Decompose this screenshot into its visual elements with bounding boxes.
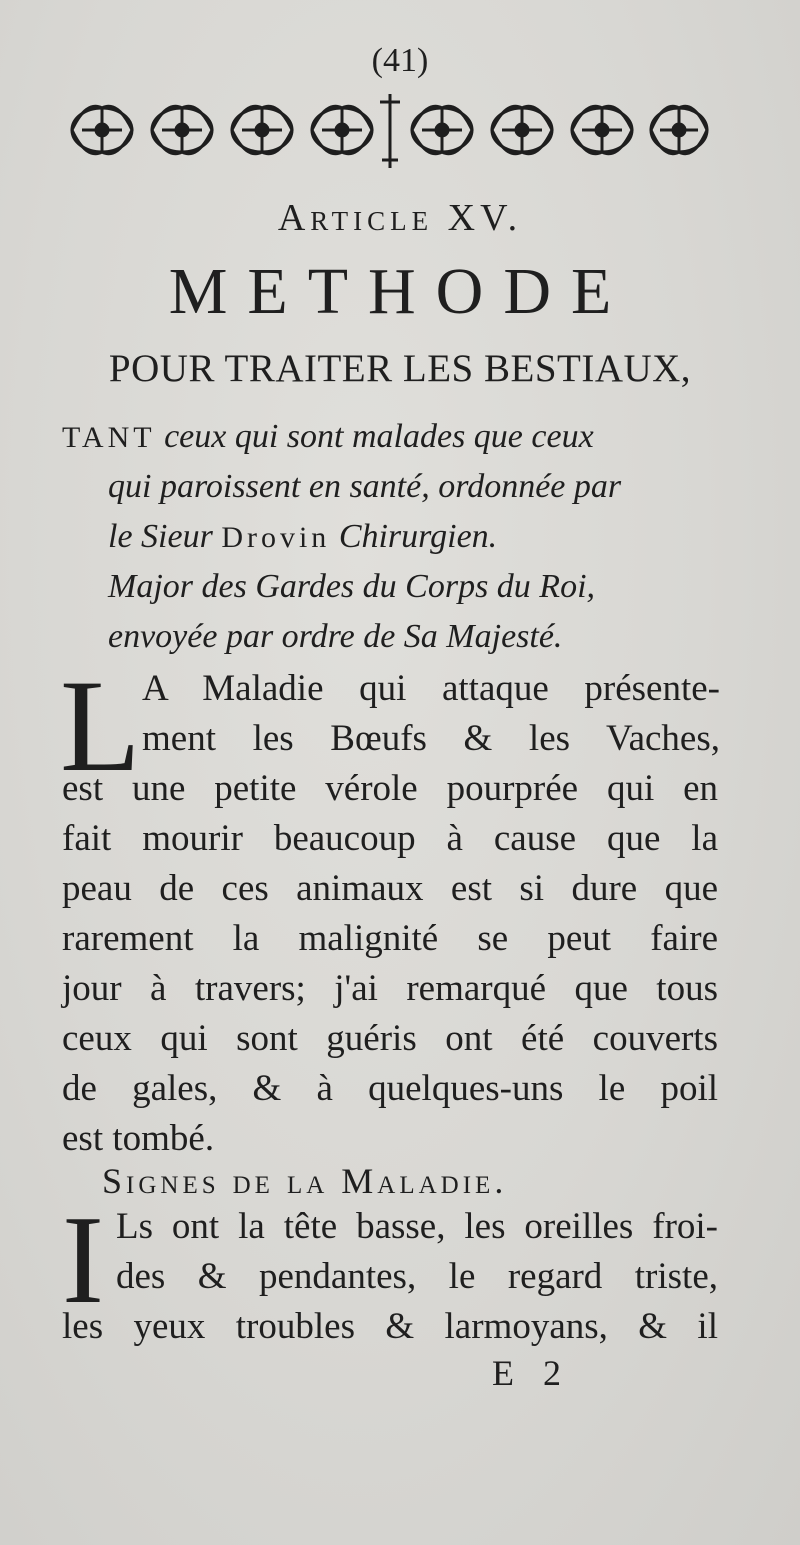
ornament-motif-1 <box>72 106 132 153</box>
drop-cap-i: I <box>62 1191 104 1330</box>
article-heading: Article XV. <box>277 197 523 239</box>
intro-line-3-a: le Sieur <box>108 518 222 555</box>
intro-line-5: envoyée par ordre de Sa Majesté. <box>108 618 563 655</box>
signature-mark: E 2 <box>492 1353 571 1393</box>
paragraph-1-line-7: jour à travers; j'ai remarqué que tous <box>62 968 718 1009</box>
drop-cap-l: L <box>60 652 141 799</box>
paragraph-1-line-4: fait mourir beaucoup à cause que la <box>62 818 718 859</box>
paragraph-1-line-6: rarement la malignité se peut faire <box>62 918 718 959</box>
paragraph-1-line-2: ment les Bœufs & les Vaches, <box>142 718 720 759</box>
intro-line-1-text: ceux qui sont malades que ceux <box>155 418 594 455</box>
intro-author-name: Drovin <box>221 521 331 554</box>
intro-line-4: Major des Gardes du Corps du Roi, <box>108 568 596 605</box>
paragraph-1-line-1: A Maladie qui attaque présente- <box>142 668 720 709</box>
paragraph-2-line-1: Ls ont la tête basse, les oreilles froi- <box>116 1206 718 1247</box>
paragraph-1-line-10: est tombé. <box>62 1118 215 1159</box>
page-subtitle: POUR TRAITER LES BESTIAUX, <box>108 347 692 390</box>
paragraph-1-line-3: est une petite vérole pourprée qui en <box>62 768 718 809</box>
intro-line-3 <box>108 512 497 563</box>
intro-line-1 <box>62 412 594 463</box>
paragraph-1-line-9: de gales, & à quelques-uns le poil <box>62 1068 718 1109</box>
paragraph-2-line-3: les yeux troubles & larmoyans, & il <box>62 1306 718 1347</box>
page-title: METHODE <box>168 255 632 328</box>
intro-line-3-b: Chirurgien. <box>330 518 498 555</box>
paragraph-1-line-8: ceux qui sont guéris ont été couverts <box>62 1018 718 1059</box>
paragraph-2-line-2: des & pendantes, le regard triste, <box>116 1256 718 1297</box>
intro-line-2: qui paroissent en santé, ordonnée par <box>108 468 622 505</box>
section-heading: Signes de la Maladie. <box>102 1161 508 1201</box>
paragraph-1-line-5: peau de ces animaux est si dure que <box>62 868 718 909</box>
page-number: (41) <box>371 42 429 79</box>
intro-caps-word: TANT <box>62 421 156 454</box>
decorative-headpiece-icon <box>62 90 716 172</box>
